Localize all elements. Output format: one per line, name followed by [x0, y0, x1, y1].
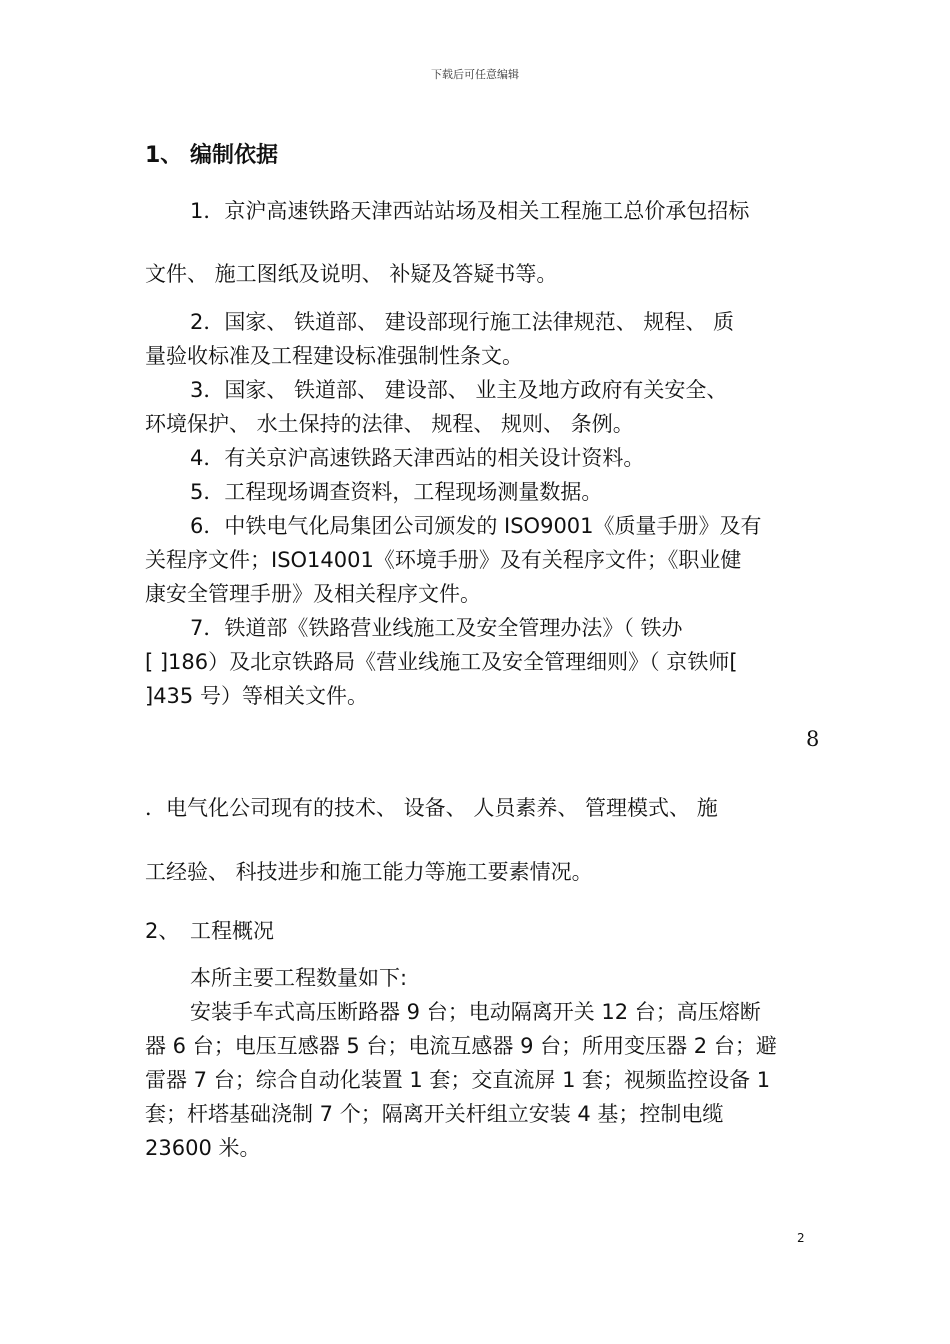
section-2-line-2: 器 6 台；电压互感器 5 台；电流互感器 9 台；所用变压器 2 台；避 [145, 1034, 777, 1058]
page-header: 下载后可任意编辑 [431, 68, 519, 81]
item-2-line-1: 2．国家、 铁道部、 建设部现行施工法律规范、 规程、 质 [190, 310, 735, 334]
section-2-line-3: 雷器 7 台；综合自动化装置 1 套；交直流屏 1 套；视频监控设备 1 [145, 1068, 771, 1092]
item-8-line-2: 工经验、 科技进步和施工能力等施工要素情况。 [145, 860, 593, 884]
section-2-line-5: 23600 米。 [145, 1136, 261, 1160]
item-5-line-1: 5．工程现场调查资料，工程现场测量数据。 [190, 480, 603, 504]
item-7-line-3: ]435 号）等相关文件。 [145, 684, 368, 708]
item-6-line-1: 6．中铁电气化局集团公司颁发的 ISO9001《质量手册》及有 [190, 514, 762, 538]
section-2-intro: 本所主要工程数量如下: [190, 966, 408, 990]
item-1-line-1: 1．京沪高速铁路天津西站站场及相关工程施工总价承包招标 [190, 199, 750, 223]
item-4-line-1: 4．有关京沪高速铁路天津西站的相关设计资料。 [190, 446, 645, 470]
item-8-number: 8 [806, 727, 820, 751]
item-6-line-3: 康安全管理手册》及相关程序文件。 [145, 582, 481, 606]
item-7-line-2: [ ]186）及北京铁路局《营业线施工及安全管理细则》（ 京铁师[ [145, 650, 738, 674]
item-1-line-2: 文件、 施工图纸及说明、 补疑及答疑书等。 [145, 262, 558, 286]
item-7-line-1: 7．铁道部《铁路营业线施工及安全管理办法》（ 铁办 [190, 616, 683, 640]
item-3-line-1: 3．国家、 铁道部、 建设部、 业主及地方政府有关安全、 [190, 378, 728, 402]
item-2-line-2: 量验收标准及工程建设标准强制性条文。 [145, 344, 523, 368]
section-1-title: 编制依据 [190, 143, 279, 168]
item-3-line-2: 环境保护、 水土保持的法律、 规程、 规则、 条例。 [145, 412, 634, 436]
item-6-line-2: 关程序文件；ISO14001《环境手册》及有关程序文件；《职业健 [145, 548, 742, 572]
page-number: 2 [797, 1231, 805, 1245]
section-2-number: 2、 [145, 919, 180, 943]
item-8-line-1: ．电气化公司现有的技术、 设备、 人员素养、 管理模式、 施 [145, 796, 718, 820]
section-1-number: 1、 [145, 143, 183, 168]
section-2-line-4: 套；杆塔基础浇制 7 个；隔离开关杆组立安装 4 基；控制电缆 [145, 1102, 724, 1126]
section-2-line-1: 安装手车式高压断路器 9 台；电动隔离开关 12 台；高压熔断 [190, 1000, 761, 1024]
section-2-title: 工程概况 [190, 919, 274, 943]
